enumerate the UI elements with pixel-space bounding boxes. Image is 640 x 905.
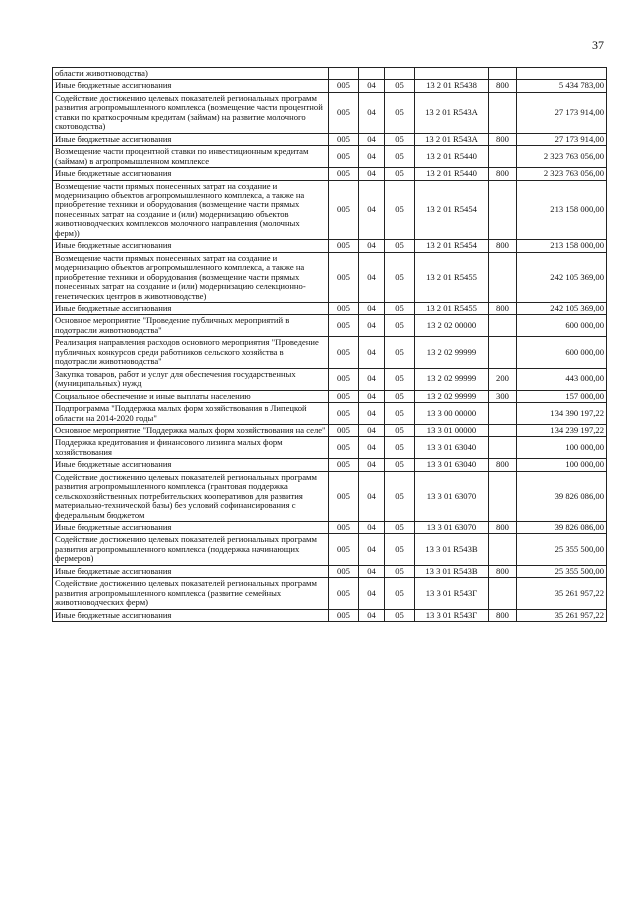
amount-cell: 2 323 763 056,00 bbox=[517, 168, 607, 180]
table-row bbox=[53, 315, 607, 337]
amount-cell: 27 173 914,00 bbox=[517, 92, 607, 133]
section-code-cell: 04 bbox=[359, 424, 385, 436]
amount-cell: 134 239 197,22 bbox=[517, 424, 607, 436]
amount-cell: 2 323 763 056,00 bbox=[517, 146, 607, 168]
target-article-cell: 13 3 01 63040 bbox=[415, 459, 489, 471]
expense-type-cell: 800 bbox=[489, 168, 517, 180]
amount-cell: 600 000,00 bbox=[517, 315, 607, 337]
subsection-code-cell: 05 bbox=[385, 403, 415, 425]
item-name-cell: Иные бюджетные ассигнования bbox=[53, 522, 329, 534]
item-name-cell: Реализация направления расходов основного мероприятия "Проведение публичных конкурсов среди работников сельского хозяйства в подотрасли животноводства" bbox=[53, 337, 329, 368]
section-code-cell: 04 bbox=[359, 168, 385, 180]
expense-type-cell bbox=[489, 315, 517, 337]
item-name-cell: Содействие достижению целевых показателей региональных программ развития агропромышленного комплекса (развитие семейных животноводческих ферм) bbox=[53, 578, 329, 609]
expense-type-cell bbox=[489, 403, 517, 425]
section-code-cell: 04 bbox=[359, 92, 385, 133]
amount-cell: 25 355 500,00 bbox=[517, 565, 607, 577]
target-article-cell: 13 3 00 00000 bbox=[415, 403, 489, 425]
item-name-cell: Иные бюджетные ассигнования bbox=[53, 302, 329, 314]
expense-type-cell: 800 bbox=[489, 302, 517, 314]
subsection-code-cell: 05 bbox=[385, 146, 415, 168]
item-name-cell: Возмещение части процентной ставки по инвестиционным кредитам (займам) в агропромышленном комплексе bbox=[53, 146, 329, 168]
admin-code-cell: 005 bbox=[329, 133, 359, 145]
target-article-cell: 13 2 01 R543А bbox=[415, 92, 489, 133]
target-article-cell: 13 2 01 R5440 bbox=[415, 168, 489, 180]
section-code-cell: 04 bbox=[359, 80, 385, 92]
expense-type-cell: 800 bbox=[489, 80, 517, 92]
expense-type-cell bbox=[489, 437, 517, 459]
page-number: 37 bbox=[592, 38, 604, 52]
target-article-cell: 13 3 01 R543Г bbox=[415, 578, 489, 609]
item-name-cell: Поддержка кредитования и финансового лизинга малых форм хозяйствования bbox=[53, 437, 329, 459]
item-name-cell: Возмещение части прямых понесенных затрат на создание и модернизацию объектов агропромышленного комплекса, а также на приобретение техники и оборудования (возмещение части прямых понесенных затрат на создание и (или) модернизацию объектов животноводческих комплексов молочного направления (молочных ферм)) bbox=[53, 180, 329, 240]
table-row bbox=[53, 180, 607, 240]
budget-table-body bbox=[53, 68, 607, 622]
expense-type-cell bbox=[489, 252, 517, 302]
amount-cell: 39 826 086,00 bbox=[517, 522, 607, 534]
target-article-cell: 13 3 01 00000 bbox=[415, 424, 489, 436]
amount-cell: 35 261 957,22 bbox=[517, 578, 607, 609]
subsection-code-cell: 05 bbox=[385, 390, 415, 402]
table-row bbox=[53, 240, 607, 252]
section-code-cell: 04 bbox=[359, 337, 385, 368]
expense-type-cell: 200 bbox=[489, 368, 517, 390]
item-name-cell: Социальное обеспечение и иные выплаты населению bbox=[53, 390, 329, 402]
expense-type-cell bbox=[489, 180, 517, 240]
item-name-cell: Содействие достижению целевых показателей региональных программ развития агропромышленного комплекса (возмещение части процентной ставки по краткосрочным кредитам (займам) на развитие молочного скотоводства) bbox=[53, 92, 329, 133]
amount-cell bbox=[517, 68, 607, 80]
section-code-cell: 04 bbox=[359, 522, 385, 534]
expense-type-cell bbox=[489, 337, 517, 368]
table-row bbox=[53, 302, 607, 314]
target-article-cell bbox=[415, 68, 489, 80]
amount-cell: 443 000,00 bbox=[517, 368, 607, 390]
table-row bbox=[53, 252, 607, 302]
item-name-cell: Иные бюджетные ассигнования bbox=[53, 609, 329, 621]
table-row bbox=[53, 80, 607, 92]
admin-code-cell: 005 bbox=[329, 80, 359, 92]
target-article-cell: 13 3 01 R543В bbox=[415, 534, 489, 565]
table-row bbox=[53, 368, 607, 390]
table-row bbox=[53, 133, 607, 145]
target-article-cell: 13 2 01 R5455 bbox=[415, 302, 489, 314]
amount-cell: 242 105 369,00 bbox=[517, 302, 607, 314]
section-code-cell: 04 bbox=[359, 252, 385, 302]
amount-cell: 157 000,00 bbox=[517, 390, 607, 402]
amount-cell: 39 826 086,00 bbox=[517, 471, 607, 521]
section-code-cell: 04 bbox=[359, 133, 385, 145]
section-code-cell: 04 bbox=[359, 390, 385, 402]
table-row bbox=[53, 534, 607, 565]
amount-cell: 27 173 914,00 bbox=[517, 133, 607, 145]
item-name-cell: Иные бюджетные ассигнования bbox=[53, 565, 329, 577]
section-code-cell: 04 bbox=[359, 180, 385, 240]
section-code-cell: 04 bbox=[359, 565, 385, 577]
item-name-cell: Содействие достижению целевых показателей региональных программ развития агропромышленного комплекса (грантовая поддержка сельскохозяйственных потребительских кооперативов для развития материально-технической базы) без условий софинансирования с федеральным бюджетом bbox=[53, 471, 329, 521]
section-code-cell: 04 bbox=[359, 578, 385, 609]
section-code-cell: 04 bbox=[359, 368, 385, 390]
admin-code-cell: 005 bbox=[329, 578, 359, 609]
admin-code-cell: 005 bbox=[329, 534, 359, 565]
table-row bbox=[53, 68, 607, 80]
expense-type-cell: 300 bbox=[489, 390, 517, 402]
subsection-code-cell: 05 bbox=[385, 180, 415, 240]
admin-code-cell: 005 bbox=[329, 403, 359, 425]
item-name-cell: Содействие достижению целевых показателей региональных программ развития агропромышленного комплекса (поддержка начинающих фермеров) bbox=[53, 534, 329, 565]
section-code-cell: 04 bbox=[359, 459, 385, 471]
admin-code-cell: 005 bbox=[329, 168, 359, 180]
subsection-code-cell: 05 bbox=[385, 80, 415, 92]
table-row bbox=[53, 337, 607, 368]
item-name-cell: Иные бюджетные ассигнования bbox=[53, 133, 329, 145]
subsection-code-cell: 05 bbox=[385, 337, 415, 368]
amount-cell: 100 000,00 bbox=[517, 459, 607, 471]
amount-cell: 213 158 000,00 bbox=[517, 240, 607, 252]
admin-code-cell: 005 bbox=[329, 565, 359, 577]
target-article-cell: 13 2 01 R5455 bbox=[415, 252, 489, 302]
table-row bbox=[53, 471, 607, 521]
item-name-cell: Иные бюджетные ассигнования bbox=[53, 168, 329, 180]
section-code-cell: 04 bbox=[359, 609, 385, 621]
item-name-cell: области животноводства) bbox=[53, 68, 329, 80]
subsection-code-cell: 05 bbox=[385, 522, 415, 534]
admin-code-cell: 005 bbox=[329, 180, 359, 240]
subsection-code-cell: 05 bbox=[385, 302, 415, 314]
section-code-cell: 04 bbox=[359, 403, 385, 425]
admin-code-cell bbox=[329, 68, 359, 80]
admin-code-cell: 005 bbox=[329, 368, 359, 390]
expense-type-cell: 800 bbox=[489, 133, 517, 145]
admin-code-cell: 005 bbox=[329, 92, 359, 133]
subsection-code-cell: 05 bbox=[385, 578, 415, 609]
target-article-cell: 13 2 01 R5454 bbox=[415, 180, 489, 240]
expense-type-cell: 800 bbox=[489, 459, 517, 471]
target-article-cell: 13 2 01 R5454 bbox=[415, 240, 489, 252]
expense-type-cell bbox=[489, 68, 517, 80]
table-row bbox=[53, 522, 607, 534]
expense-type-cell bbox=[489, 578, 517, 609]
table-row bbox=[53, 609, 607, 621]
table-row bbox=[53, 459, 607, 471]
target-article-cell: 13 2 02 99999 bbox=[415, 368, 489, 390]
target-article-cell: 13 3 01 63070 bbox=[415, 522, 489, 534]
subsection-code-cell: 05 bbox=[385, 534, 415, 565]
expense-type-cell bbox=[489, 534, 517, 565]
table-row bbox=[53, 390, 607, 402]
target-article-cell: 13 2 01 R5438 bbox=[415, 80, 489, 92]
admin-code-cell: 005 bbox=[329, 337, 359, 368]
item-name-cell: Иные бюджетные ассигнования bbox=[53, 80, 329, 92]
subsection-code-cell: 05 bbox=[385, 368, 415, 390]
expense-type-cell bbox=[489, 424, 517, 436]
expense-type-cell bbox=[489, 471, 517, 521]
admin-code-cell: 005 bbox=[329, 240, 359, 252]
target-article-cell: 13 2 02 99999 bbox=[415, 390, 489, 402]
target-article-cell: 13 2 02 00000 bbox=[415, 315, 489, 337]
admin-code-cell: 005 bbox=[329, 471, 359, 521]
amount-cell: 5 434 783,00 bbox=[517, 80, 607, 92]
target-article-cell: 13 3 01 63070 bbox=[415, 471, 489, 521]
target-article-cell: 13 3 01 63040 bbox=[415, 437, 489, 459]
budget-table bbox=[52, 67, 607, 622]
subsection-code-cell: 05 bbox=[385, 168, 415, 180]
expense-type-cell bbox=[489, 146, 517, 168]
subsection-code-cell bbox=[385, 68, 415, 80]
target-article-cell: 13 3 01 R543Г bbox=[415, 609, 489, 621]
admin-code-cell: 005 bbox=[329, 252, 359, 302]
subsection-code-cell: 05 bbox=[385, 252, 415, 302]
admin-code-cell: 005 bbox=[329, 609, 359, 621]
amount-cell: 213 158 000,00 bbox=[517, 180, 607, 240]
expense-type-cell bbox=[489, 92, 517, 133]
amount-cell: 25 355 500,00 bbox=[517, 534, 607, 565]
table-row bbox=[53, 437, 607, 459]
target-article-cell: 13 2 02 99999 bbox=[415, 337, 489, 368]
item-name-cell: Иные бюджетные ассигнования bbox=[53, 459, 329, 471]
admin-code-cell: 005 bbox=[329, 424, 359, 436]
amount-cell: 600 000,00 bbox=[517, 337, 607, 368]
table-row bbox=[53, 578, 607, 609]
subsection-code-cell: 05 bbox=[385, 424, 415, 436]
section-code-cell: 04 bbox=[359, 302, 385, 314]
subsection-code-cell: 05 bbox=[385, 459, 415, 471]
admin-code-cell: 005 bbox=[329, 459, 359, 471]
section-code-cell: 04 bbox=[359, 240, 385, 252]
admin-code-cell: 005 bbox=[329, 146, 359, 168]
section-code-cell: 04 bbox=[359, 437, 385, 459]
subsection-code-cell: 05 bbox=[385, 315, 415, 337]
admin-code-cell: 005 bbox=[329, 315, 359, 337]
subsection-code-cell: 05 bbox=[385, 565, 415, 577]
table-row bbox=[53, 403, 607, 425]
subsection-code-cell: 05 bbox=[385, 437, 415, 459]
subsection-code-cell: 05 bbox=[385, 133, 415, 145]
item-name-cell: Иные бюджетные ассигнования bbox=[53, 240, 329, 252]
admin-code-cell: 005 bbox=[329, 390, 359, 402]
subsection-code-cell: 05 bbox=[385, 609, 415, 621]
subsection-code-cell: 05 bbox=[385, 471, 415, 521]
item-name-cell: Возмещение части прямых понесенных затрат на создание и модернизацию объектов агропромышленного комплекса, а также на приобретение техники и оборудования (возмещение части прямых понесенных затрат на создание и (или) модернизацию селекционно-генетических центров в животноводстве) bbox=[53, 252, 329, 302]
item-name-cell: Основное мероприятие "Проведение публичных мероприятий в подотрасли животноводства" bbox=[53, 315, 329, 337]
table-row bbox=[53, 146, 607, 168]
expense-type-cell: 800 bbox=[489, 522, 517, 534]
amount-cell: 100 000,00 bbox=[517, 437, 607, 459]
expense-type-cell: 800 bbox=[489, 609, 517, 621]
subsection-code-cell: 05 bbox=[385, 92, 415, 133]
amount-cell: 134 390 197,22 bbox=[517, 403, 607, 425]
target-article-cell: 13 2 01 R543А bbox=[415, 133, 489, 145]
item-name-cell: Закупка товаров, работ и услуг для обеспечения государственных (муниципальных) нужд bbox=[53, 368, 329, 390]
admin-code-cell: 005 bbox=[329, 522, 359, 534]
admin-code-cell: 005 bbox=[329, 437, 359, 459]
subsection-code-cell: 05 bbox=[385, 240, 415, 252]
section-code-cell bbox=[359, 68, 385, 80]
target-article-cell: 13 3 01 R543В bbox=[415, 565, 489, 577]
table-row bbox=[53, 168, 607, 180]
expense-type-cell: 800 bbox=[489, 240, 517, 252]
section-code-cell: 04 bbox=[359, 534, 385, 565]
table-row bbox=[53, 92, 607, 133]
expense-type-cell: 800 bbox=[489, 565, 517, 577]
admin-code-cell: 005 bbox=[329, 302, 359, 314]
section-code-cell: 04 bbox=[359, 315, 385, 337]
item-name-cell: Основное мероприятие "Поддержка малых форм хозяйствования на селе" bbox=[53, 424, 329, 436]
amount-cell: 35 261 957,22 bbox=[517, 609, 607, 621]
table-row bbox=[53, 565, 607, 577]
table-row bbox=[53, 424, 607, 436]
item-name-cell: Подпрограмма "Поддержка малых форм хозяйствования в Липецкой области на 2014-2020 годы" bbox=[53, 403, 329, 425]
section-code-cell: 04 bbox=[359, 146, 385, 168]
amount-cell: 242 105 369,00 bbox=[517, 252, 607, 302]
target-article-cell: 13 2 01 R5440 bbox=[415, 146, 489, 168]
section-code-cell: 04 bbox=[359, 471, 385, 521]
